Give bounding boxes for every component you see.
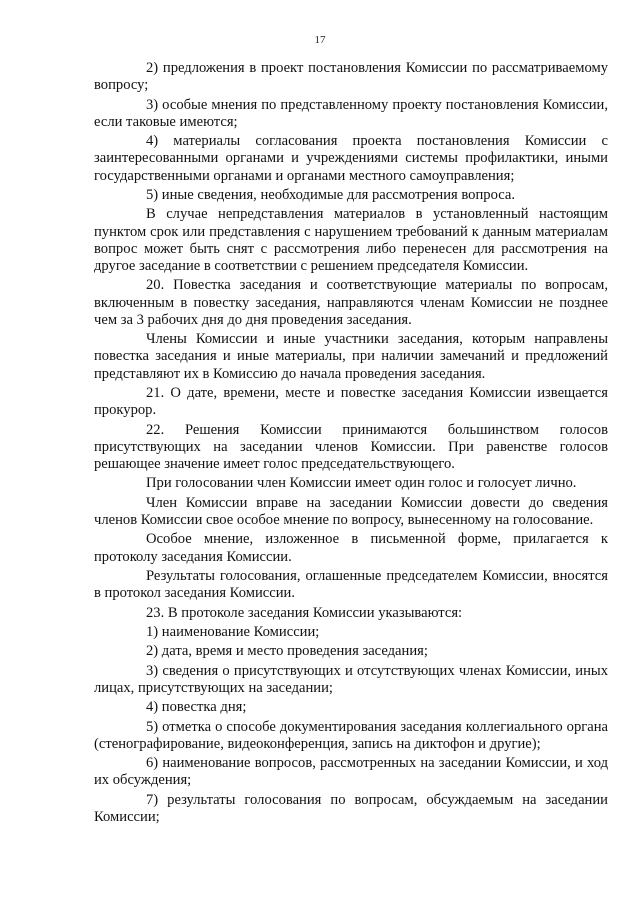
paragraph: 3) особые мнения по представленному проекту постановления Комиссии, если таковые имеются; (94, 96, 608, 130)
paragraph: Результаты голосования, оглашенные председателем Комиссии, вносятся в протокол заседания Комиссии. (94, 567, 608, 602)
paragraph: 2) предложения в проект постановления Комиссии по рассматриваемому вопросу; (94, 60, 608, 94)
page-number: 17 (314, 34, 326, 46)
paragraph: 6) наименование вопросов, рассмотренных на заседании Комиссии, и ход их обсуждения; (94, 755, 608, 789)
paragraph: 22. Решения Комиссии принимаются большинством голосов присутствующих на заседании членов Комиссии. При равенстве голосов решающее значение имеет голос председательствующего. (94, 421, 608, 472)
paragraph: 4) материалы согласования проекта постановления Комиссии с заинтересованными органами и учреждениями системы профилактики, иными государственными органами и органами местного самоуправления; (94, 133, 608, 184)
paragraph: 21. О дате, времени, месте и повестке заседания Комиссии извещается прокурор. (94, 384, 608, 419)
paragraph: 5) отметка о способе документирования заседания коллегиального органа (стенографирование, видеоконференция, запись на диктофон и другие); (94, 718, 608, 752)
paragraph: 20. Повестка заседания и соответствующие материалы по вопросам, включенным в повестку заседания, направляются членам Комиссии не позднее чем за 3 рабочих дня до дня проведения заседания. (94, 277, 608, 328)
paragraph: Члены Комиссии и иные участники заседания, которым направлены повестка заседания и иные материалы, при наличии замечаний и предложений представляют их в Комиссию до начала проведения заседания. (94, 331, 608, 382)
document-body (94, 60, 608, 828)
paragraph: 3) сведения о присутствующих и отсутствующих членах Комиссии, иных лицах, присутствующих на заседании; (94, 662, 608, 696)
paragraph: 23. В протоколе заседания Комиссии указываются: (146, 604, 463, 621)
paragraph: В случае непредставления материалов в установленный настоящим пунктом срок или представления с нарушением требований к данным материалам вопрос может быть снят с рассмотрения либо перенесен для рассмотрения на другое заседание в соответствии с решением председателя Комиссии. (94, 206, 608, 274)
paragraph: 4) повестка дня; (146, 699, 247, 716)
paragraph: 1) наименование Комиссии; (146, 623, 320, 640)
paragraph: При голосовании член Комиссии имеет один голос и голосует лично. (146, 475, 577, 492)
paragraph: 7) результаты голосования по вопросам, обсуждаемым на заседании Комиссии; (94, 791, 608, 826)
paragraph: 2) дата, время и место проведения заседания; (146, 643, 428, 660)
paragraph: Член Комиссии вправе на заседании Комиссии довести до сведения членов Комиссии свое особое мнение по вопросу, вынесенному на голосование. (94, 494, 608, 528)
paragraph: 5) иные сведения, необходимые для рассмотрения вопроса. (146, 186, 516, 203)
paragraph: Особое мнение, изложенное в письменной форме, прилагается к протоколу заседания Комиссии. (94, 531, 608, 565)
